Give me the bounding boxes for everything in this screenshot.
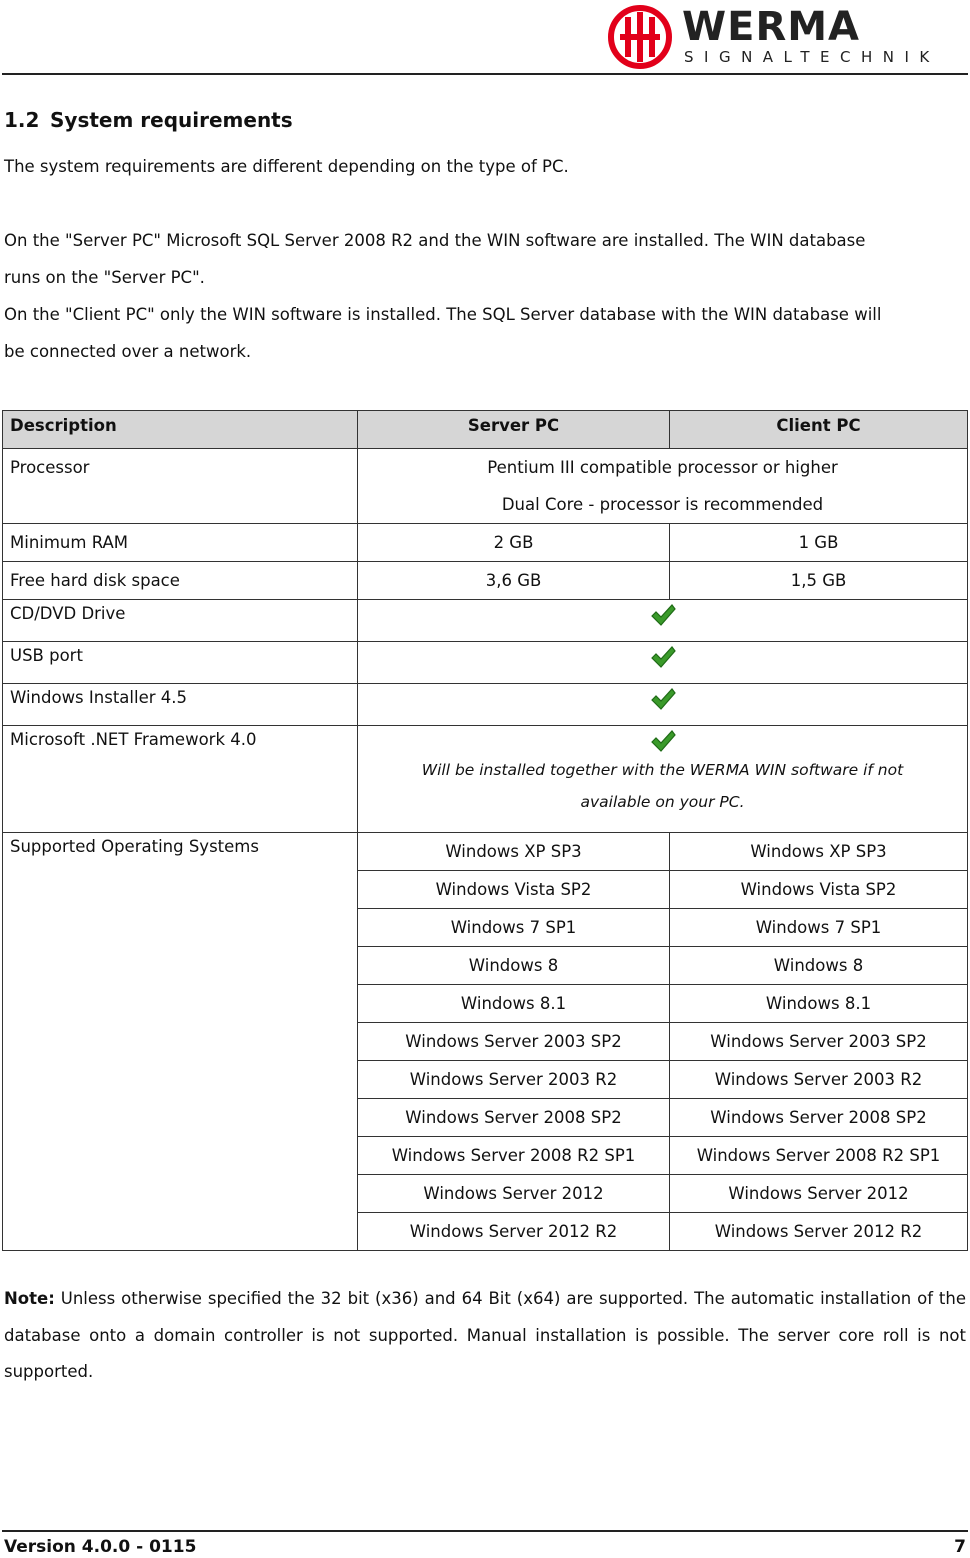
footer-divider [2, 1530, 968, 1532]
table-row-installer [3, 684, 968, 726]
os-server-item: Windows Server 2003 R2 [358, 1061, 670, 1099]
os-server-item: Windows Server 2012 R2 [358, 1213, 670, 1251]
checkmark-icon [650, 686, 676, 712]
checkmark-icon [650, 728, 676, 754]
cd-dvd-value [358, 600, 968, 642]
os-client-item: Windows 8 [670, 947, 968, 985]
os-server-item: Windows 7 SP1 [358, 909, 670, 947]
server-pc-paragraph: On the "Server PC" Microsoft SQL Server 2008 R2 and the WIN software are installed. The WIN database runs on the "Server PC". [4, 231, 866, 287]
os-client-item: Windows Vista SP2 [670, 871, 968, 909]
table-row-cd-dvd [3, 600, 968, 642]
os-server-item: Windows Vista SP2 [358, 871, 670, 909]
requirements-table [2, 410, 968, 1251]
processor-line-2: Dual Core - processor is recommended [501, 495, 824, 514]
os-client-item: Windows Server 2012 R2 [670, 1213, 968, 1251]
os-server-item: Windows 8 [358, 947, 670, 985]
column-header-server-pc: Server PC [358, 411, 670, 449]
section-title: System requirements [50, 108, 293, 132]
ram-client-value: 1 GB [670, 524, 968, 562]
ram-server-value: 2 GB [358, 524, 670, 562]
net-note-line-2: available on your PC. [580, 793, 745, 811]
os-server-item: Windows 8.1 [358, 985, 670, 1023]
os-client-item: Windows Server 2003 SP2 [670, 1023, 968, 1061]
row-label: Minimum RAM [3, 524, 358, 562]
row-label: Free hard disk space [3, 562, 358, 600]
page-header [0, 0, 970, 76]
note-label: Note: [4, 1289, 55, 1308]
row-label: Microsoft .NET Framework 4.0 [3, 726, 358, 833]
logo-subtitle: SIGNALTECHNIK [684, 48, 940, 66]
row-label: Supported Operating Systems [3, 833, 358, 1251]
table-row-os [3, 833, 968, 871]
client-pc-paragraph: On the "Client PC" only the WIN software is installed. The SQL Server database with the WIN database will be connected over a network. [4, 305, 882, 361]
os-client-item: Windows Server 2012 [670, 1175, 968, 1213]
table-header-row [3, 411, 968, 449]
os-client-item: Windows XP SP3 [670, 833, 968, 871]
installer-value [358, 684, 968, 726]
column-header-description: Description [3, 411, 358, 449]
footer-version: Version 4.0.0 - 0115 [4, 1537, 197, 1557]
table-row-ram [3, 524, 968, 562]
disk-client-value: 1,5 GB [670, 562, 968, 600]
checkmark-icon [650, 602, 676, 628]
row-label: USB port [3, 642, 358, 684]
row-label: CD/DVD Drive [3, 600, 358, 642]
header-divider [2, 73, 968, 75]
werma-logo [606, 3, 966, 71]
werma-logo-icon [606, 3, 674, 71]
column-header-client-pc: Client PC [670, 411, 968, 449]
processor-line-1: Pentium III compatible processor or higher [487, 458, 838, 477]
os-server-item: Windows Server 2008 R2 SP1 [358, 1137, 670, 1175]
os-client-item: Windows Server 2003 R2 [670, 1061, 968, 1099]
note-paragraph [4, 1281, 966, 1391]
table-row-disk [3, 562, 968, 600]
os-client-item: Windows 8.1 [670, 985, 968, 1023]
net-framework-value [358, 726, 968, 833]
os-server-item: Windows Server 2008 SP2 [358, 1099, 670, 1137]
usb-value [358, 642, 968, 684]
net-note-line-1: Will be installed together with the WERMA WIN software if not [421, 761, 904, 779]
table-row-usb [3, 642, 968, 684]
table-row-processor [3, 449, 968, 524]
os-server-item: Windows Server 2012 [358, 1175, 670, 1213]
os-server-item: Windows Server 2003 SP2 [358, 1023, 670, 1061]
os-server-item: Windows XP SP3 [358, 833, 670, 871]
row-label: Windows Installer 4.5 [3, 684, 358, 726]
disk-server-value: 3,6 GB [358, 562, 670, 600]
checkmark-icon [650, 644, 676, 670]
logo-wordmark: WERMA [682, 4, 861, 50]
table-row-net-framework [3, 726, 968, 833]
note-text: Unless otherwise specified the 32 bit (x36) and 64 Bit (x64) are supported. The automatic installation of the database onto a domain controller is not supported. Manual installation is possible. The server core roll is not supported. [4, 1289, 966, 1381]
intro-paragraph: The system requirements are different depending on the type of PC. [4, 157, 569, 176]
section-number: 1.2 [4, 108, 40, 132]
os-client-item: Windows 7 SP1 [670, 909, 968, 947]
section-heading [4, 106, 293, 134]
row-label: Processor [3, 449, 358, 524]
page-number: 7 [954, 1537, 966, 1557]
os-client-item: Windows Server 2008 SP2 [670, 1099, 968, 1137]
os-client-item: Windows Server 2008 R2 SP1 [670, 1137, 968, 1175]
processor-value [358, 449, 968, 524]
